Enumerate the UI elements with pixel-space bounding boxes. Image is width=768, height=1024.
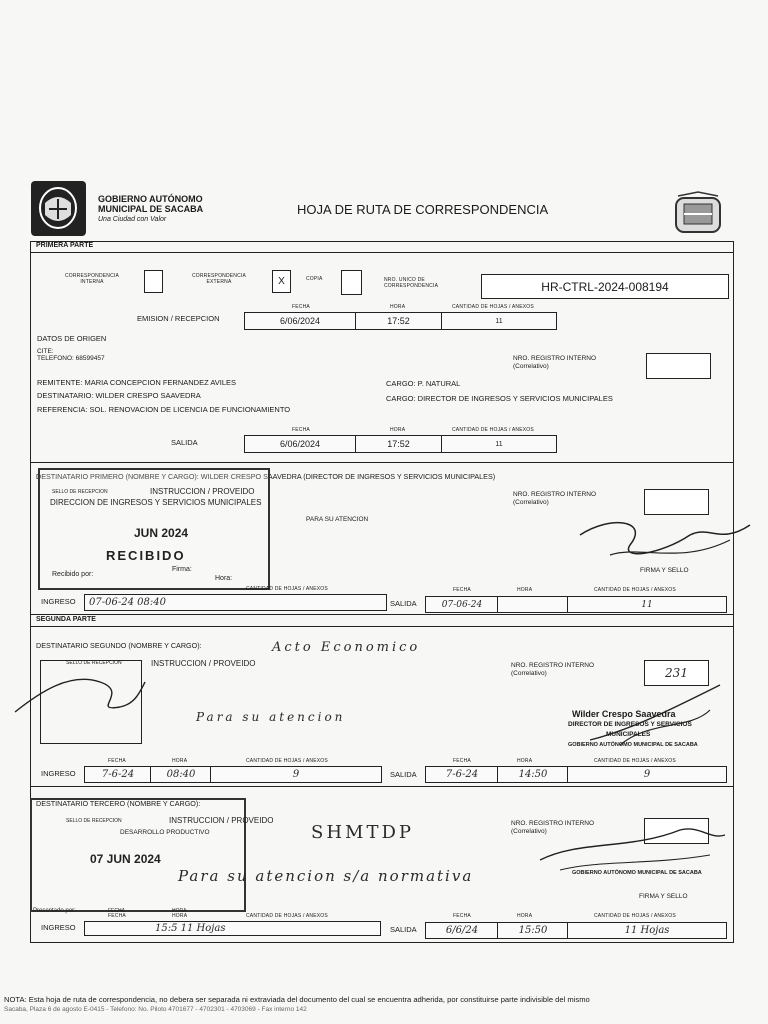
dest3-salida-col-hora: HORA [517,913,533,919]
dest3-col-hojas: CANTIDAD DE HOJAS / ANEXOS [246,913,328,919]
remitente-label: REMITENTE: MARIA CONCEPCION FERNANDEZ AVILES [37,378,237,387]
dest2-salida-hora: 14:50 [497,766,569,783]
dest1-stamp-dept: DIRECCION DE INGRESOS Y SERVICIOS MUNICIPALES [50,498,262,507]
divider [30,462,733,463]
cite-label: CITE: [37,348,54,355]
dest1-firma: Firma: [172,566,192,573]
dest1-para-atencion: PARA SU ATENCION [306,516,369,523]
dest2-instruccion-hand: Para su atencion [196,710,346,724]
dest2-sello-signature [10,662,150,722]
dest3-col-hora: HORA [172,913,188,919]
dest1-ingreso-label: INGRESO [41,597,76,606]
dest2-nro-registro: NRO. REGISTRO INTERNO [511,662,595,669]
corr-externa-label: CORRESPONDENCIA EXTERNA [191,273,247,285]
dest3-salida-col-hojas: CANTIDAD DE HOJAS / ANEXOS [594,913,676,919]
org-slogan: Una Ciudad con Valor [98,216,167,223]
emision-hora: 17:52 [355,312,442,330]
dest2-salida-hojas: 9 [567,766,727,783]
dest1-nro-registro: NRO. REGISTRO INTERNO [513,491,597,498]
datos-origen-label: DATOS DE ORIGEN [37,334,107,343]
salida-fecha: 6/06/2024 [244,435,356,453]
emision-hojas: 11 [441,312,557,330]
salida-hora: 17:52 [355,435,442,453]
coat-of-arms-icon [668,190,728,240]
municipal-shield-icon [31,181,86,236]
dest3-hand-code: SHMTDP [311,822,415,843]
dest2-sello-label: SELLO DE RECEPCION [66,660,122,666]
copia-label: COPIA [306,276,323,282]
corr-externa-checkbox[interactable] [272,270,291,293]
dest3-salida-hojas: 11 Hojas [567,922,727,939]
dest2-signature [580,680,730,750]
dest2-sig-org: GOBIERNO AUTÓNOMO MUNICIPAL DE SACABA [568,742,698,748]
org-name-line1: GOBIERNO AUTÓNOMO [98,194,203,204]
dest1-col-fecha: FECHA [453,587,471,593]
dest2-col-fecha: FECHA [108,758,126,764]
dest1-header: DESTINATARIO PRIMERO (NOMBRE Y CARGO): WILDER CRESPO SAAVEDRA (DIRECTOR DE INGRESOS Y SERVICIOS MUNICIPALES) [36,472,496,481]
corr-interna-label: CORRESPONDENCIA INTERNA [64,273,120,285]
dest3-stamp-date: 07 JUN 2024 [90,852,161,866]
dest2-sig-cargo1: DIRECTOR DE INGRESOS Y SERVICIOS [568,721,692,728]
salida-label: SALIDA [171,438,198,447]
nro-registro-box[interactable] [646,353,711,379]
cargo-destinatario: CARGO: DIRECTOR DE INGRESOS Y SERVICIOS MUNICIPALES [386,394,613,403]
dest3-ingreso-field: 15:5 11 Hojas [84,921,381,936]
dest1-sello-label: SELLO DE RECEPCION [52,489,108,495]
dest2-ingreso-label: INGRESO [41,769,76,778]
col-hojas-label: CANTIDAD DE HOJAS / ANEXOS [452,304,534,310]
logo-left [31,181,86,236]
dest3-nro-registro: NRO. REGISTRO INTERNO [511,820,595,827]
dest1-col-hojas: CANTIDAD DE HOJAS / ANEXOS [246,586,328,592]
dest3-salida-label: SALIDA [390,925,417,934]
dest3-firma-sello: FIRMA Y SELLO [639,893,688,900]
primera-parte-label: PRIMERA PARTE [36,242,94,249]
nro-registro-label: NRO. REGISTRO INTERNO [513,355,597,362]
dest1-correlativo: (Correlativo) [513,499,549,506]
dest1-hora: Hora: [215,575,233,582]
footer-nota: NOTA: Esta hoja de ruta de correspondencia, no debera ser separada ni extraviada del documento del cual se encuentra adherida, por constituirse parte indivisible del mismo [4,995,590,1004]
dest1-instruccion-label: INSTRUCCION / PROVEIDO [150,487,255,496]
divider [30,252,733,253]
dest1-col-hojas2: CANTIDAD DE HOJAS / ANEXOS [594,587,676,593]
dest3-salida-fecha: 6/6/24 [425,922,499,939]
referencia-label: REFERENCIA: SOL. RENOVACION DE LICENCIA DE FUNCIONAMIENTO [37,405,291,414]
salida-hojas: 11 [441,435,557,453]
col-fecha-label: FECHA [292,304,310,310]
dest2-registro-box[interactable]: 231 [644,660,709,686]
dest1-firma-sello: FIRMA Y SELLO [640,567,689,574]
document-title: HOJA DE RUTA DE CORRESPONDENCIA [297,202,549,217]
divider [30,626,733,627]
dest2-salida-label: SALIDA [390,770,417,779]
dest2-header-hand: Acto Economico [272,640,421,655]
dest3-col-fecha: FECHA [108,913,126,919]
dest3-ingreso-label: INGRESO [41,923,76,932]
telefono-label: TELEFONO: 68599457 [37,355,105,362]
destinatario-label: DESTINATARIO: WILDER CRESPO SAAVEDRA [37,391,201,400]
dest2-ingreso-hora: 08:40 [150,766,212,783]
dest1-stamp-recibido: RECIBIDO [106,548,186,563]
segunda-parte-label: SEGUNDA PARTE [36,616,96,623]
dest2-sig-cargo2: MUNICIPALES [606,731,651,738]
dest3-sello-label: SELLO DE RECEPCION [66,818,122,824]
hr-number: HR-CTRL-2024-008194 [541,279,669,294]
emision-fecha: 6/06/2024 [244,312,356,330]
dest1-salida-hojas: 11 [567,596,727,613]
footer-direccion: Sacaba, Plaza 6 de agosto E-0415 - Telefono: No. Piloto 4701677 - 4702301 - 4703069 - Fax interno 142 [4,1006,307,1013]
correlativo-label: (Correlativo) [513,363,549,370]
logo-right [668,190,728,240]
salida-col-fecha: FECHA [292,427,310,433]
dest3-stamp-fecha: FECHA [108,908,125,914]
dest2-ingreso-fecha: 7-6-24 [84,766,152,783]
dest2-ingreso-hojas: 9 [210,766,382,783]
dest3-stamp-hora: HORA [172,908,187,914]
dest3-instruccion-label: INSTRUCCION / PROVEIDO [169,816,274,825]
copia-checkbox[interactable] [341,270,362,295]
dest1-recibido-por: Recibido por: [52,571,94,578]
dest3-correlativo: (Correlativo) [511,828,547,835]
dest2-salida-col-hora: HORA [517,758,533,764]
dest3-sig-org: GOBIERNO AUTÓNOMO MUNICIPAL DE SACABA [572,870,702,876]
dest3-header: DESTINATARIO TERCERO (NOMBRE Y CARGO): [36,799,201,808]
dest2-salida-col-hojas: CANTIDAD DE HOJAS / ANEXOS [594,758,676,764]
divider [30,786,733,787]
dest1-stamp-date: JUN 2024 [134,526,189,540]
divider [30,614,733,615]
dest2-instruccion-label: INSTRUCCION / PROVEIDO [151,659,256,668]
nro-unico-label: NRO. UNICO DE CORRESPONDENCIA [384,277,439,289]
dest3-salida-col-fecha: FECHA [453,913,471,919]
dest2-col-hora: HORA [172,758,188,764]
emision-label: EMISION / RECEPCION [137,314,220,323]
corr-externa-mark: X [278,276,285,287]
col-hora-label: HORA [390,304,406,310]
corr-interna-checkbox[interactable] [144,270,163,293]
dest3-stamp-dept: DESARROLLO PRODUCTIVO [120,829,210,836]
dest1-ingreso-field: 07-06-24 08:40 [84,594,387,611]
salida-col-hojas: CANTIDAD DE HOJAS / ANEXOS [452,427,534,433]
dest3-salida-hora: 15:50 [497,922,569,939]
dest2-correlativo: (Correlativo) [511,670,547,677]
dest1-signature [570,505,760,575]
dest3-hand-text: Para su atencion s/a normativa [178,867,474,885]
hr-number-field [481,274,729,299]
org-name-line2: MUNICIPAL DE SACABA [98,204,204,214]
dest1-salida-fecha: 07-06-24 [425,596,499,613]
dest2-salida-fecha: 7-6-24 [425,766,499,783]
dest2-col-hojas: CANTIDAD DE HOJAS / ANEXOS [246,758,328,764]
dest1-salida-hora [497,596,569,613]
salida-col-hora: HORA [390,427,406,433]
dest1-salida-label: SALIDA [390,599,417,608]
cargo-remitente: CARGO: P. NATURAL [386,379,461,388]
dest1-col-hora: HORA [517,587,533,593]
dest2-sig-name: Wilder Crespo Saavedra [572,709,676,719]
dest3-presentado: Presentado por: [33,908,76,914]
dest2-salida-col-fecha: FECHA [453,758,471,764]
dest2-header: DESTINATARIO SEGUNDO (NOMBRE Y CARGO): [36,641,202,650]
